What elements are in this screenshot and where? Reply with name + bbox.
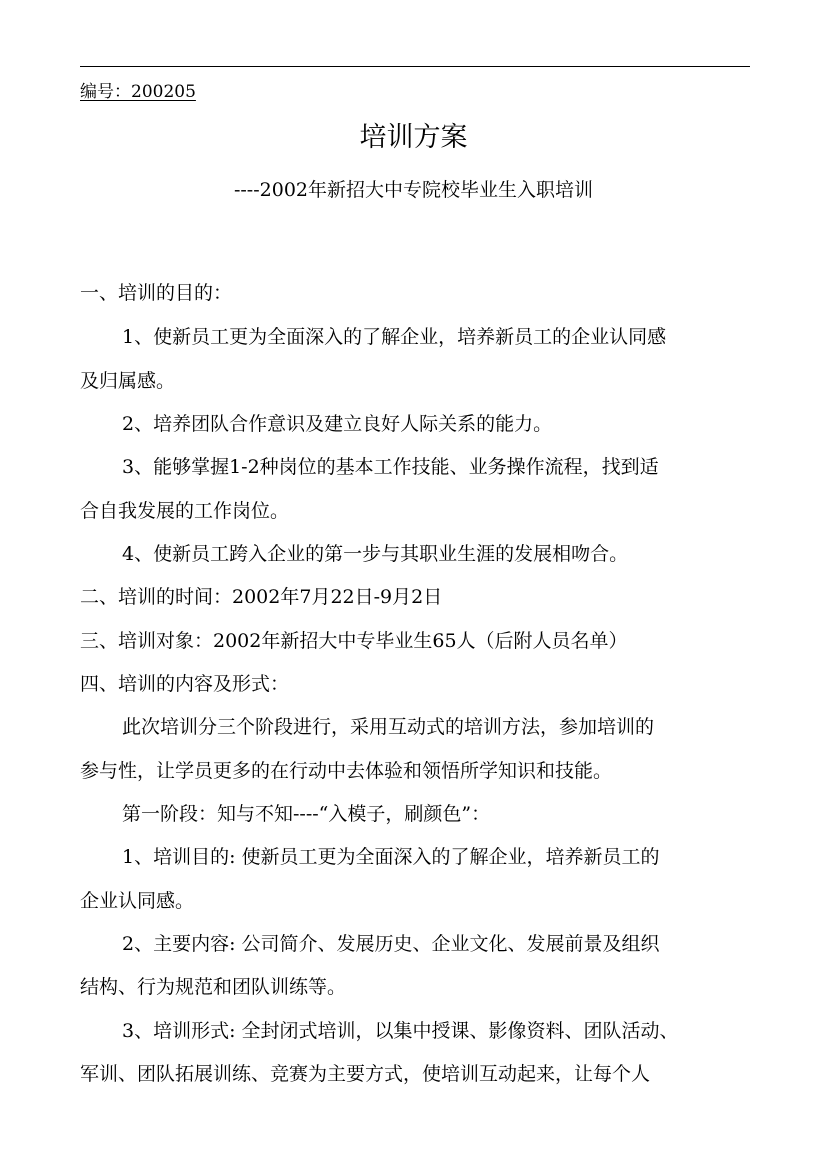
- paragraph-line: 3、培训形式: 全封闭式培训，以集中授课、影像资料、团队活动、: [122, 1020, 679, 1042]
- document-title: 培训方案: [359, 122, 468, 153]
- paragraph-line: 此次培训分三个阶段进行，采用互动式的培训方法，参加培训的: [122, 716, 655, 738]
- paragraph-line: 企业认同感。: [80, 890, 195, 912]
- section-heading-audience: 三、培训对象：2002年新招大中专毕业生65人（后附人员名单）: [80, 630, 628, 652]
- phase-heading: 第一阶段：知与不知----“入模子，刷颜色”：: [122, 803, 491, 825]
- paragraph-line: 1、培训目的: 使新员工更为全面深入的了解企业，培养新员工的: [122, 846, 660, 868]
- section-heading-content: 四、培训的内容及形式：: [80, 673, 290, 695]
- paragraph-line: 2、主要内容: 公司简介、发展历史、企业文化、发展前景及组织: [122, 933, 660, 955]
- paragraph-line: 合自我发展的工作岗位。: [80, 500, 290, 522]
- paragraph-line: 4、使新员工跨入企业的第一步与其职业生涯的发展相吻合。: [122, 543, 629, 565]
- paragraph-line: 1、使新员工更为全面深入的了解企业，培养新员工的企业认同感: [122, 326, 667, 348]
- paragraph-line: 2、培养团队合作意识及建立良好人际关系的能力。: [122, 413, 553, 435]
- section-heading-time: 二、培训的时间：2002年7月22日-9月2日: [80, 586, 443, 608]
- document-number: 编号：200205: [80, 82, 196, 102]
- paragraph-line: 及归属感。: [80, 370, 176, 392]
- section-heading-purpose: 一、培训的目的：: [80, 282, 233, 304]
- paragraph-line: 参与性，让学员更多的在行动中去体验和领悟所学知识和技能。: [80, 760, 613, 782]
- paragraph-line: 军训、团队拓展训练、竞赛为主要方式，使培训互动起来，让每个人: [80, 1063, 651, 1085]
- paragraph-line: 结构、行为规范和团队训练等。: [80, 976, 347, 998]
- paragraph-line: 3、能够掌握1-2种岗位的基本工作技能、业务操作流程，找到适: [122, 456, 659, 478]
- header-rule: [80, 66, 750, 67]
- document-subtitle: ----2002年新招大中专院校毕业生入职培训: [233, 179, 594, 201]
